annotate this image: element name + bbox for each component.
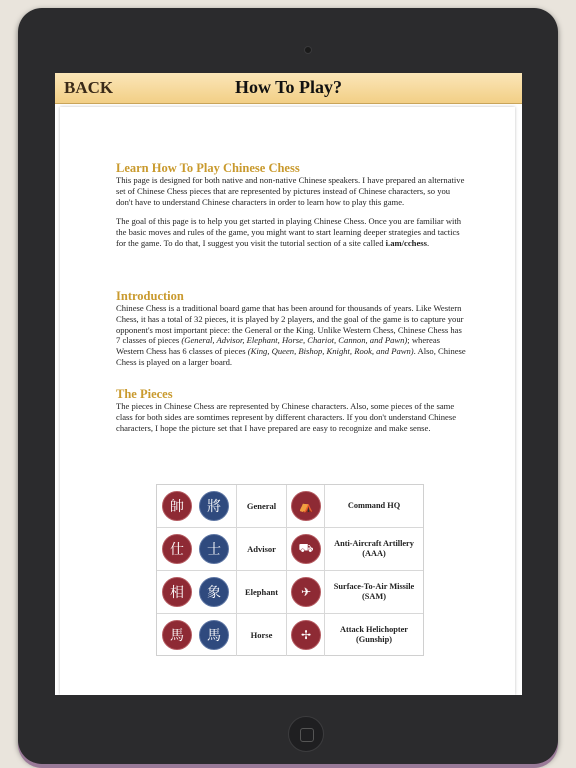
helicopter-icon: ✢ bbox=[291, 620, 321, 650]
page-title: How To Play? bbox=[234, 77, 343, 97]
cchess-link[interactable]: i.am/cchess bbox=[385, 237, 427, 248]
piece-name: Horse bbox=[237, 614, 287, 656]
intro-text-b: (General, Advisor, Elephant, Horse, Chariot, Cannon, and Pawn) bbox=[181, 335, 408, 346]
missile-icon: ✈ bbox=[291, 577, 321, 607]
piece-name: General bbox=[237, 485, 287, 527]
back-button[interactable]: BACK bbox=[64, 78, 114, 97]
document-page[interactable] bbox=[60, 107, 515, 695]
red-piece-icon: 帥 bbox=[162, 491, 192, 521]
app-screen bbox=[55, 73, 522, 695]
navigation-bar bbox=[55, 73, 522, 104]
intro-text-a: Chinese Chess is a traditional board game that has been around for thousands of years. Like Western Chess, it has a total of 32 pieces, it is played by 2 players, and the goal of the game is to capture your opponent's most important piece: the General or the King. Unlike Western Chess, Chinese Chess has 7 classes of pieces bbox=[116, 303, 464, 346]
red-piece-icon: 仕 bbox=[162, 534, 192, 564]
table-row bbox=[157, 485, 423, 528]
pieces-table bbox=[156, 484, 424, 656]
section-intro bbox=[116, 289, 466, 368]
section-learn-para2-end: . bbox=[426, 237, 430, 248]
intro-text-e: . Also, Chinese Chess is played on a larger board. bbox=[116, 346, 466, 367]
modern-equivalent: Command HQ bbox=[347, 501, 401, 510]
modern-equivalent: Anti-Aircraft Artillery (AAA) bbox=[334, 539, 414, 558]
intro-text-d: (King, Queen, Bishop, Knight, Rook, and Pawn) bbox=[247, 346, 414, 357]
black-piece-icon: 象 bbox=[199, 577, 229, 607]
piece-name: Elephant bbox=[237, 571, 287, 613]
section-learn-para2 bbox=[116, 216, 466, 248]
table-row bbox=[157, 528, 423, 571]
modern-equivalent: Surface-To-Air Missile (SAM) bbox=[333, 582, 415, 601]
table-row bbox=[157, 571, 423, 614]
section-learn-heading: Learn How To Play Chinese Chess bbox=[116, 161, 300, 175]
table-row bbox=[157, 614, 423, 657]
section-learn bbox=[116, 161, 466, 249]
artillery-icon: ⛟ bbox=[291, 534, 321, 564]
home-button[interactable] bbox=[288, 716, 324, 752]
modern-equivalent: Attack Helichopter (Gunship) bbox=[340, 625, 408, 644]
tent-icon: ⛺ bbox=[291, 491, 321, 521]
section-pieces-text: The pieces in Chinese Chess are represented by Chinese characters. Also, some pieces of the same class for both sides are somtimes represent by different characters. If you don't understand Chinese characters, I hope the picture set that I have prepared are easy to recognize and make sense. bbox=[116, 401, 457, 433]
black-piece-icon: 將 bbox=[199, 491, 229, 521]
piece-name: Advisor bbox=[237, 528, 287, 570]
red-piece-icon: 相 bbox=[162, 577, 192, 607]
section-intro-heading: Introduction bbox=[116, 289, 184, 303]
section-intro-text bbox=[116, 303, 466, 368]
red-piece-icon: 馬 bbox=[162, 620, 192, 650]
intro-text-c: ; whereas Western Chess has 6 classes of pieces bbox=[116, 335, 440, 357]
black-piece-icon: 馬 bbox=[199, 620, 229, 650]
black-piece-icon: 士 bbox=[199, 534, 229, 564]
camera-icon bbox=[304, 46, 312, 54]
section-learn-para2-text: The goal of this page is to help you get started in playing Chinese Chess. Once you are familiar with the basic moves and rules of the game, you might want to start learning deeper strategies and tactics for the game. To do that, I suggest you visit the tutorial section of a site called bbox=[116, 216, 462, 248]
section-learn-para1: This page is designed for both native and non-native Chinese speakers. I have prepared an alternative set of Chinese Chess pieces that are represented by pictures instead of Chinese characters, so you don't have to understand Chinese characters in order to learn how to play this game. bbox=[116, 175, 465, 207]
section-pieces-heading: The Pieces bbox=[116, 387, 173, 401]
section-pieces bbox=[116, 387, 466, 433]
